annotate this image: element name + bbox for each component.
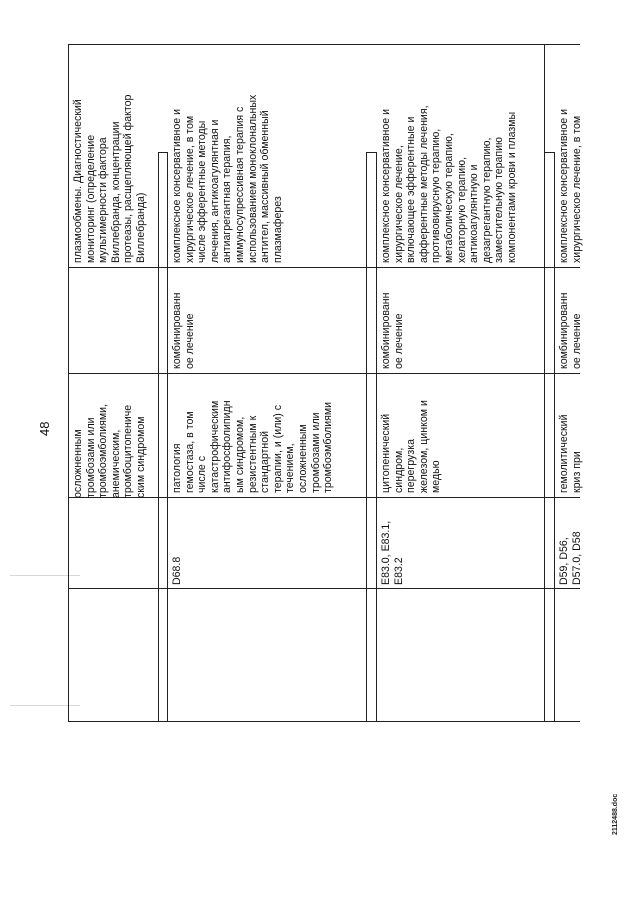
page-number: 48 (37, 421, 52, 436)
table-border-top (68, 44, 580, 45)
condition-cell: цитопенический синдром, перегрузка железом, цинком и медью (380, 400, 443, 493)
column-divider (68, 588, 580, 589)
treatment-type-cell: комбинированн ое лечение (380, 292, 405, 369)
scan-artifact-line (10, 575, 80, 576)
scan-artifact-line (10, 705, 80, 706)
condition-cell: гемолитический криз при (558, 414, 583, 493)
row-divider (554, 152, 555, 722)
codes-cell: D68.8 (171, 556, 183, 585)
column-divider (68, 373, 580, 374)
treatment-type-cell: комбинированн ое лечение (558, 292, 583, 369)
treatment-cell: комплексное консервативное и хирургическое лечение, в том (558, 108, 583, 263)
footer-file-label: 2112488.doc (612, 793, 619, 835)
row-divider (544, 44, 545, 722)
treatment-type-cell: комбинированн ое лечение (171, 292, 196, 369)
condition-cell: патология гемостаза, в том числе с катастрофическим антифосфолипидн ым синдромом, резистентным к стандартной терапии, и (или) с течением, осложненным тромбозами или тромбоэмболиями (171, 400, 335, 493)
treatment-cell: комплексное консервативное и хирургическое лечение, включающее эфферентные и афферентные методы лечения, противовирусную терапию, метаболическую терапию, хелаторную терапию, антикоагулянтную и дезагрегантную терапию, заместительную терапию компонентами крови и плазмы (380, 105, 518, 263)
condition-cell: осложненным тромбозами или тромбоэмболиями, анемическим, тромбоцитопениче ским синдромом (72, 403, 147, 498)
row-divider (167, 152, 168, 722)
codes-cell: E83.0, E83.1, E83.2 (380, 520, 405, 585)
treatment-cell: плазмообмены. Диагностический мониторинг (определение мультимерности фактора Виллебранда, концентрации протеазы, расщепляющей фактор Виллебранда) (72, 94, 147, 263)
row-divider (158, 152, 159, 722)
row-divider (376, 152, 377, 722)
treatment-cell: комплексное консервативное и хирургическое лечение, в том числе эфферентные методы лечения, антикоагулянтная и антиагрегантная терапия, иммуносупрессивная терапия с использованием моноклональных антител, массивный обменный плазмаферез (171, 94, 284, 263)
table-border-left (68, 44, 69, 722)
codes-cell: D59, D56, D57.0, D58 (558, 531, 583, 585)
row-divider (158, 152, 167, 153)
row-divider (366, 152, 367, 722)
row-divider (544, 152, 554, 153)
row-divider (366, 152, 376, 153)
table-border-bottom (68, 721, 580, 722)
column-divider (68, 267, 580, 268)
